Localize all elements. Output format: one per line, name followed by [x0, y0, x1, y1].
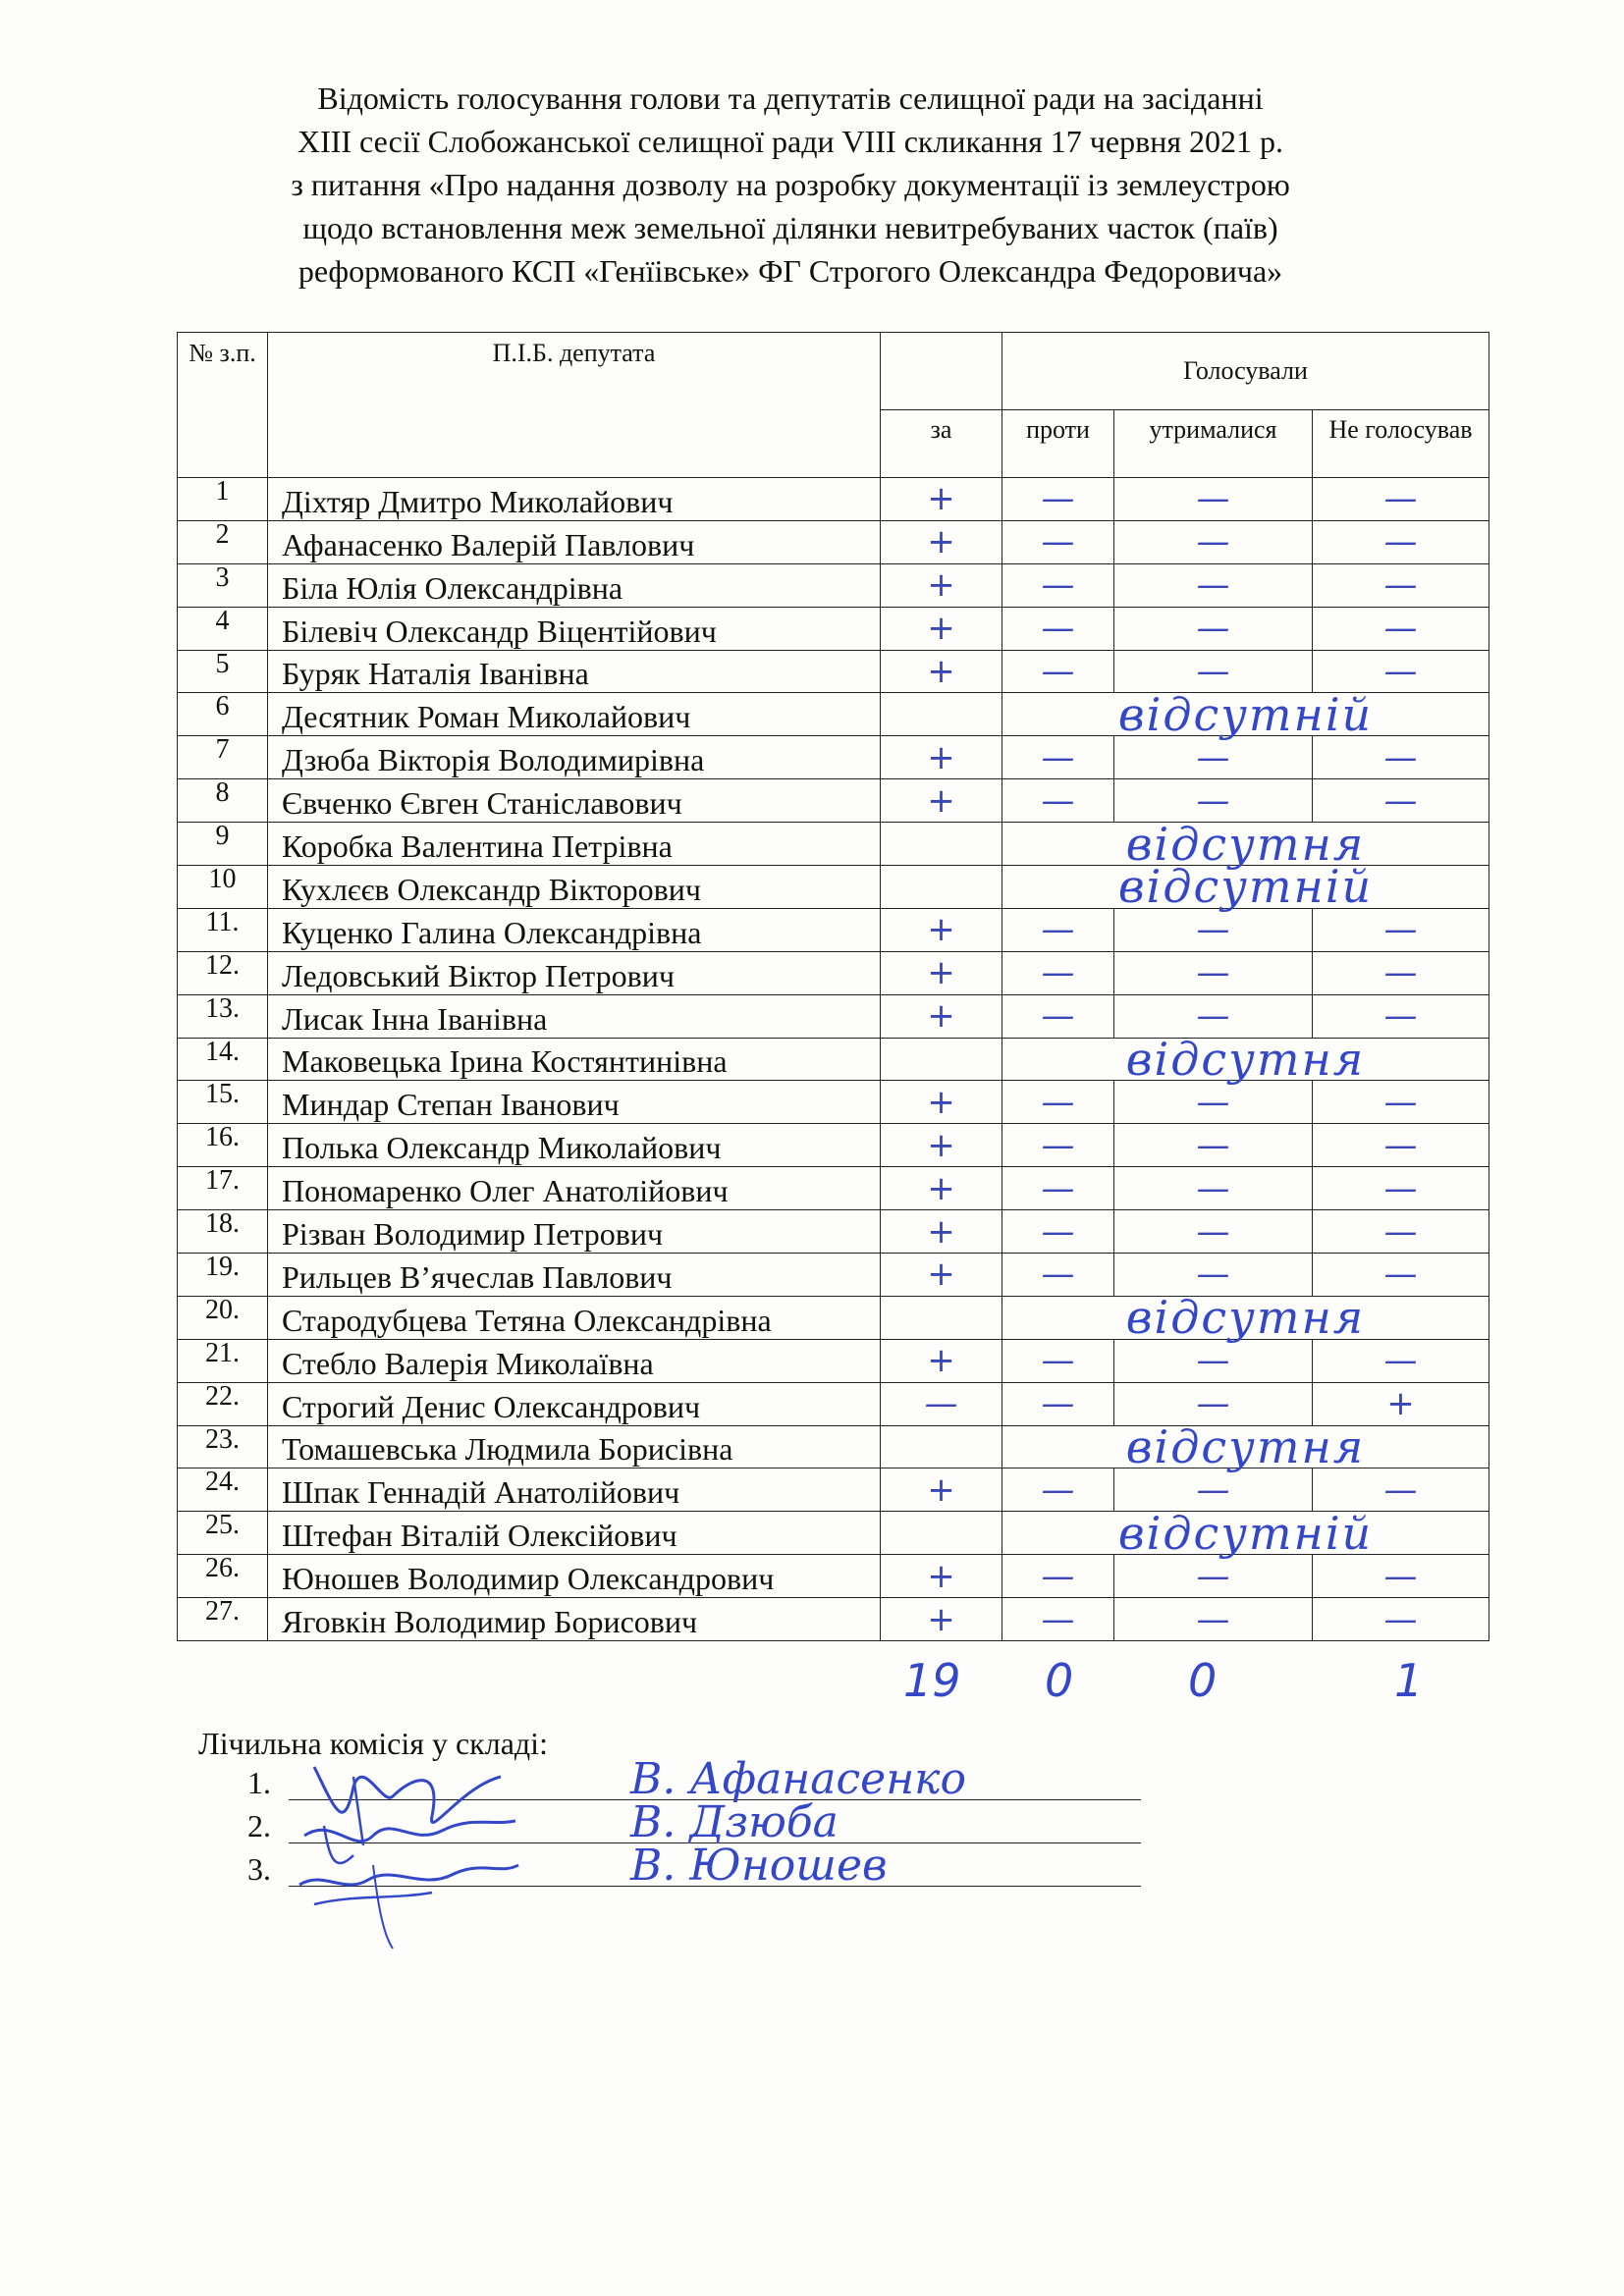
row-number: 16. [178, 1124, 268, 1167]
vote-novote: — [1313, 1555, 1489, 1598]
deputy-name: Пономаренко Олег Анатолійович [268, 1167, 881, 1210]
table-row [178, 994, 1489, 1038]
total-abstain: 0 [1188, 1654, 1218, 1707]
total-against: 0 [1045, 1654, 1074, 1707]
vote-against: — [1002, 1210, 1114, 1254]
deputy-name: Десятник Роман Миколайович [268, 693, 881, 736]
header-number: № з.п. [178, 333, 268, 478]
table-row [178, 736, 1489, 779]
header-blank [881, 333, 1002, 410]
table-row [178, 1425, 1489, 1468]
vote-for: + [881, 994, 1002, 1038]
vote-abstain: — [1114, 1382, 1313, 1425]
title-line: Відомість голосування голови та депутатів селищної ради на засіданні [317, 80, 1264, 116]
vote-novote: — [1313, 1468, 1489, 1512]
table-row [178, 1167, 1489, 1210]
vote-for [881, 866, 1002, 909]
row-number: 23. [178, 1425, 268, 1468]
vote-for: — [881, 1382, 1002, 1425]
deputy-name: Євченко Євген Станіславович [268, 779, 881, 823]
header-abstain: утрималися [1114, 410, 1313, 478]
title-line: з питання «Про надання дозволу на розробку документації із землеустрою [291, 167, 1290, 202]
table-row [178, 520, 1489, 563]
vote-abstain: — [1114, 1167, 1313, 1210]
vote-for: + [881, 1339, 1002, 1382]
vote-for [881, 1512, 1002, 1555]
member-number: 3. [247, 1851, 271, 1887]
member-number: 1. [247, 1765, 271, 1800]
deputy-name: Ледовський Віктор Петрович [268, 951, 881, 994]
vote-for: + [881, 1598, 1002, 1641]
row-number: 25. [178, 1512, 268, 1555]
vote-abstain: — [1114, 1254, 1313, 1297]
vote-for: + [881, 951, 1002, 994]
absent-note: відсутня [1002, 1296, 1489, 1339]
row-number: 19. [178, 1254, 268, 1297]
row-number: 14. [178, 1038, 268, 1081]
row-number: 12. [178, 951, 268, 994]
row-number: 18. [178, 1210, 268, 1254]
row-number: 13. [178, 994, 268, 1038]
row-number: 24. [178, 1468, 268, 1512]
absent-note: відсутня [1002, 823, 1489, 866]
vote-against: — [1002, 1339, 1114, 1382]
table-row [178, 607, 1489, 650]
member-name: В. Афанасенко [630, 1754, 966, 1804]
vote-abstain: — [1114, 1081, 1313, 1124]
vote-abstain: — [1114, 1210, 1313, 1254]
vote-against: — [1002, 1382, 1114, 1425]
vote-against: — [1002, 1081, 1114, 1124]
deputy-name: Строгий Денис Олександрович [268, 1382, 881, 1425]
table-row [178, 478, 1489, 521]
row-number: 7 [178, 736, 268, 779]
title-line: XIII сесії Слобожанської селищної ради VIII скликання 17 червня 2021 р. [297, 124, 1284, 159]
row-number: 22. [178, 1382, 268, 1425]
vote-novote: — [1313, 563, 1489, 607]
vote-novote: — [1313, 1081, 1489, 1124]
vote-for: + [881, 1555, 1002, 1598]
table-row [178, 1468, 1489, 1512]
vote-abstain: — [1114, 1598, 1313, 1641]
table-row [178, 951, 1489, 994]
table-row [178, 1382, 1489, 1425]
vote-novote: — [1313, 908, 1489, 951]
deputy-name: Яговкін Володимир Борисович [268, 1598, 881, 1641]
vote-for [881, 1296, 1002, 1339]
vote-for: + [881, 1081, 1002, 1124]
vote-against: — [1002, 1254, 1114, 1297]
vote-against: — [1002, 1124, 1114, 1167]
vote-novote: — [1313, 1598, 1489, 1641]
total-for: 19 [903, 1654, 961, 1707]
vote-novote: + [1313, 1382, 1489, 1425]
vote-abstain: — [1114, 1555, 1313, 1598]
vote-novote: — [1313, 951, 1489, 994]
header-name: П.І.Б. депутата [268, 333, 881, 478]
vote-abstain: — [1114, 563, 1313, 607]
deputy-name: Томашевська Людмила Борисівна [268, 1425, 881, 1468]
vote-against: — [1002, 1555, 1114, 1598]
voting-table [177, 332, 1489, 1641]
header-voted: Голосували [1002, 333, 1489, 410]
deputy-name: Коробка Валентина Петрівна [268, 823, 881, 866]
vote-novote: — [1313, 736, 1489, 779]
vote-against: — [1002, 1598, 1114, 1641]
vote-totals [864, 1654, 1489, 1713]
document-title [157, 77, 1424, 293]
deputy-name: Білевіч Олександр Віцентійович [268, 607, 881, 650]
vote-against: — [1002, 607, 1114, 650]
row-number: 17. [178, 1167, 268, 1210]
vote-for: + [881, 1254, 1002, 1297]
vote-novote: — [1313, 650, 1489, 693]
vote-novote: — [1313, 1167, 1489, 1210]
vote-novote: — [1313, 1124, 1489, 1167]
total-novote: 1 [1394, 1654, 1424, 1707]
row-number: 1 [178, 478, 268, 521]
table-row [178, 1038, 1489, 1081]
member-number: 2. [247, 1808, 271, 1843]
vote-for: + [881, 779, 1002, 823]
vote-for: + [881, 1468, 1002, 1512]
vote-for [881, 1038, 1002, 1081]
vote-novote: — [1313, 607, 1489, 650]
deputy-name: Юношев Володимир Олександрович [268, 1555, 881, 1598]
row-number: 6 [178, 693, 268, 736]
table-row [178, 1555, 1489, 1598]
deputy-name: Дзюба Вікторія Володимирівна [268, 736, 881, 779]
vote-for: + [881, 563, 1002, 607]
vote-against: — [1002, 520, 1114, 563]
row-number: 27. [178, 1598, 268, 1641]
deputy-name: Кухлєєв Олександр Вікторович [268, 866, 881, 909]
vote-for: + [881, 1124, 1002, 1167]
table-row [178, 1124, 1489, 1167]
deputy-name: Маковецька Ірина Костянтинівна [268, 1038, 881, 1081]
deputy-name: Лисак Інна Іванівна [268, 994, 881, 1038]
row-number: 2 [178, 520, 268, 563]
vote-abstain: — [1114, 1124, 1313, 1167]
row-number: 11. [178, 908, 268, 951]
deputy-name: Стебло Валерія Миколаївна [268, 1339, 881, 1382]
deputy-name: Діхтяр Дмитро Миколайович [268, 478, 881, 521]
title-line: щодо встановлення меж земельної ділянки невитребуваних часток (паїв) [302, 210, 1278, 245]
row-number: 4 [178, 607, 268, 650]
table-row [178, 693, 1489, 736]
table-row [178, 650, 1489, 693]
deputy-name: Афанасенко Валерій Павлович [268, 520, 881, 563]
deputy-name: Рильцев В’ячеслав Павлович [268, 1254, 881, 1297]
vote-abstain: — [1114, 607, 1313, 650]
absent-note: відсутній [1002, 693, 1489, 736]
table-row [178, 823, 1489, 866]
row-number: 15. [178, 1081, 268, 1124]
table-row [178, 1512, 1489, 1555]
vote-against: — [1002, 1468, 1114, 1512]
vote-abstain: — [1114, 478, 1313, 521]
vote-for: + [881, 478, 1002, 521]
member-name: В. Юношев [630, 1841, 888, 1891]
deputy-name: Миндар Степан Іванович [268, 1081, 881, 1124]
table-row [178, 908, 1489, 951]
vote-abstain: — [1114, 908, 1313, 951]
vote-against: — [1002, 994, 1114, 1038]
vote-abstain: — [1114, 736, 1313, 779]
vote-abstain: — [1114, 1468, 1313, 1512]
deputy-name: Різван Володимир Петрович [268, 1210, 881, 1254]
vote-abstain: — [1114, 994, 1313, 1038]
absent-note: відсутня [1002, 1038, 1489, 1081]
row-number: 5 [178, 650, 268, 693]
vote-novote: — [1313, 994, 1489, 1038]
header-against: проти [1002, 410, 1114, 478]
commission-title: Лічильна комісія у складі: [198, 1726, 548, 1761]
vote-for: + [881, 1167, 1002, 1210]
vote-abstain: — [1114, 779, 1313, 823]
vote-novote: — [1313, 1254, 1489, 1297]
deputy-name: Куценко Галина Олександрівна [268, 908, 881, 951]
table-row [178, 1339, 1489, 1382]
deputy-name: Біла Юлія Олександрівна [268, 563, 881, 607]
vote-against: — [1002, 563, 1114, 607]
vote-novote: — [1313, 1339, 1489, 1382]
vote-for: + [881, 736, 1002, 779]
row-number: 9 [178, 823, 268, 866]
absent-note: відсутній [1002, 866, 1489, 909]
vote-novote: — [1313, 520, 1489, 563]
absent-note: відсутній [1002, 1512, 1489, 1555]
table-row [178, 1210, 1489, 1254]
vote-novote: — [1313, 478, 1489, 521]
deputy-name: Стародубцева Тетяна Олександрівна [268, 1296, 881, 1339]
header-for: за [881, 410, 1002, 478]
title-line: реформованого КСП «Генїівське» ФГ Строгого Олександра Федоровича» [298, 253, 1283, 289]
row-number: 21. [178, 1339, 268, 1382]
vote-abstain: — [1114, 1339, 1313, 1382]
vote-against: — [1002, 908, 1114, 951]
table-row [178, 1296, 1489, 1339]
absent-note: відсутня [1002, 1425, 1489, 1468]
vote-novote: — [1313, 1210, 1489, 1254]
deputy-name: Шпак Геннадій Анатолійович [268, 1468, 881, 1512]
row-number: 3 [178, 563, 268, 607]
deputy-name: Буряк Наталія Іванівна [268, 650, 881, 693]
vote-for: + [881, 1210, 1002, 1254]
vote-novote: — [1313, 779, 1489, 823]
vote-for: + [881, 650, 1002, 693]
row-number: 10 [178, 866, 268, 909]
table-row [178, 779, 1489, 823]
table-row [178, 563, 1489, 607]
member-name: В. Дзюба [630, 1797, 839, 1847]
vote-for: + [881, 607, 1002, 650]
vote-abstain: — [1114, 650, 1313, 693]
deputy-name: Штефан Віталій Олексійович [268, 1512, 881, 1555]
vote-against: — [1002, 779, 1114, 823]
vote-for: + [881, 520, 1002, 563]
deputy-name: Полька Олександр Миколайович [268, 1124, 881, 1167]
vote-against: — [1002, 736, 1114, 779]
header-novote: Не голосував [1313, 410, 1489, 478]
vote-against: — [1002, 1167, 1114, 1210]
row-number: 8 [178, 779, 268, 823]
table-body [178, 478, 1489, 1641]
row-number: 20. [178, 1296, 268, 1339]
vote-for [881, 1425, 1002, 1468]
signature-3 [295, 1845, 520, 1953]
row-number: 26. [178, 1555, 268, 1598]
table-row [178, 1081, 1489, 1124]
table-row [178, 1598, 1489, 1641]
table-row [178, 866, 1489, 909]
vote-against: — [1002, 951, 1114, 994]
vote-against: — [1002, 478, 1114, 521]
vote-abstain: — [1114, 520, 1313, 563]
vote-abstain: — [1114, 951, 1313, 994]
vote-against: — [1002, 650, 1114, 693]
vote-for [881, 823, 1002, 866]
table-row [178, 1254, 1489, 1297]
vote-for [881, 693, 1002, 736]
vote-for: + [881, 908, 1002, 951]
